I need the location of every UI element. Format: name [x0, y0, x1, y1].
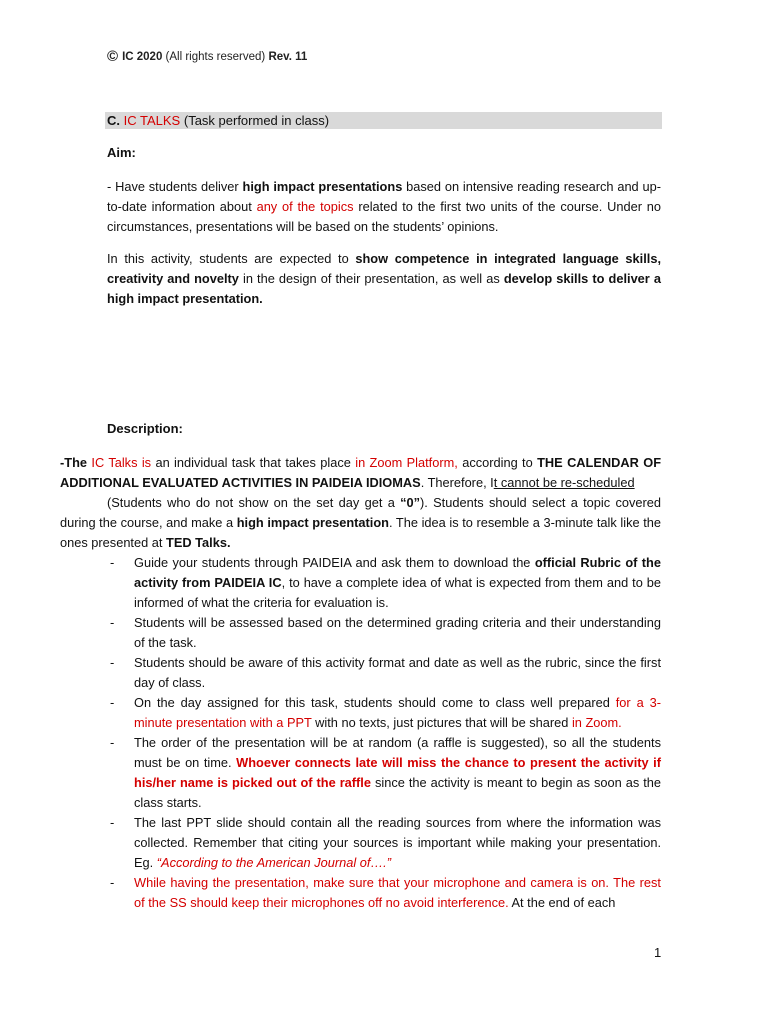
list-bullet: -: [110, 615, 115, 630]
aim-paragraph-1: [107, 177, 661, 237]
list-bullet: -: [110, 815, 115, 830]
item-1-a: Guide your students through PAIDEIA and ask them to download the: [134, 555, 535, 570]
section-subtitle: (Task performed in class): [183, 113, 330, 128]
aim-p2-c: in the design of their presentation, as well as: [238, 271, 504, 286]
intro-zoom: in Zoom Platform,: [355, 455, 458, 470]
intro-a: an individual task that takes place: [151, 455, 356, 470]
item-5-a: The order of the presentation will be at random (a raffle is suggested), so all the students must be on time.: [134, 735, 661, 770]
list-bullet: -: [110, 875, 115, 890]
intro-ted: TED Talks.: [166, 535, 231, 550]
description-body: [60, 453, 661, 913]
copyright-header: [107, 48, 307, 65]
list-item: [60, 733, 661, 813]
aim-heading: Aim:: [107, 145, 136, 160]
description-intro: [60, 453, 661, 553]
aim-p1-b: high impact presentations: [242, 179, 403, 194]
list-bullet: -: [110, 555, 115, 570]
item-6-a: The last PPT slide should contain all the reading sources from where the information was collected. Remember that citing your sources is important while making your presentation. Eg.: [134, 815, 661, 870]
page-number: 1: [654, 945, 662, 960]
description-list: [60, 553, 661, 913]
aim-p1-a: - Have students deliver: [107, 179, 243, 194]
item-6-b: “According to the American Journal of….”: [156, 855, 392, 870]
intro-hip: high impact presentation: [236, 515, 389, 530]
intro-rescheduled: t cannot be re-scheduled: [493, 475, 635, 490]
aim-p2-b: show competence in integrated language skills, creativity and novelty: [107, 251, 662, 286]
aim-p2-a: In this activity, students are expected to: [107, 251, 356, 266]
item-7-b: At the end of each: [508, 895, 616, 910]
item-5-b: Whoever connects late will miss the chance to present the activity if his/her name is picked out of the raffle: [134, 755, 661, 790]
aim-p2-d: develop skills to deliver a high impact presentation.: [107, 271, 661, 306]
intro-zero: “0”: [400, 495, 421, 510]
list-item: [60, 873, 661, 913]
section-heading-bar: [105, 112, 662, 129]
intro-dash: -The: [60, 455, 92, 470]
item-4-c: with no texts, just pictures that will be shared: [311, 715, 572, 730]
item-7-a: While having the presentation, make sure that your microphone and camera is on. The rest of the SS should keep their microphones off no avoid interference.: [134, 875, 661, 910]
item-2-a: Students will be assessed based on the determined grading criteria and their understanding of the task.: [134, 615, 661, 650]
list-item: [60, 613, 661, 653]
header-rights: (All rights reserved): [165, 51, 266, 63]
list-bullet: -: [110, 735, 115, 750]
section-letter: C.: [107, 113, 120, 128]
item-5-c: since the activity is meant to begin as soon as the class starts.: [134, 775, 661, 810]
list-bullet: -: [110, 655, 115, 670]
header-revision: Rev. 11: [268, 51, 308, 63]
aim-p1-c: based on intensive reading research and up-to-date information about: [107, 179, 661, 214]
aim-p1-d: any of the topics: [256, 199, 354, 214]
item-1-b: official Rubric of the activity from PAIDEIA IC: [134, 555, 661, 590]
item-4-b: for a 3-minute presentation with a PPT: [134, 695, 661, 730]
intro-b: according to: [457, 455, 538, 470]
copyright-icon: ©: [107, 48, 119, 65]
aim-p1-e: related to the first two units of the course. Under no circumstances, presentations will be based on the students’ opinions.: [107, 199, 661, 234]
list-bullet: -: [110, 695, 115, 710]
item-1-c: , to have a complete idea of what is expected from them and to be informed of what the criteria for evaluation is.: [134, 575, 662, 610]
header-org-year: IC 2020: [122, 51, 163, 63]
item-4-a: On the day assigned for this task, students should come to class well prepared: [134, 695, 616, 710]
item-4-d: in Zoom.: [571, 715, 622, 730]
description-heading: Description:: [107, 421, 183, 436]
intro-f: . The idea is to resemble a 3-minute talk like the ones presented at: [60, 515, 661, 550]
intro-d: (Students who do not show on the set day get a: [107, 495, 401, 510]
intro-e: ). Students should select a topic covered during the course, and make a: [60, 495, 661, 530]
list-item: [60, 653, 661, 693]
intro-ic-talks: IC Talks is: [91, 455, 152, 470]
list-item: [60, 693, 661, 733]
section-title: IC TALKS: [123, 113, 181, 128]
list-item: [60, 813, 661, 873]
intro-c: . Therefore, I: [420, 475, 494, 490]
item-3-a: Students should be aware of this activity format and date as well as the rubric, since the first day of class.: [134, 655, 661, 690]
aim-paragraph-2: [107, 249, 661, 309]
list-item: [60, 553, 661, 613]
intro-calendar: THE CALENDAR OF ADDITIONAL EVALUATED ACTIVITIES IN PAIDEIA IDIOMAS: [60, 455, 662, 490]
